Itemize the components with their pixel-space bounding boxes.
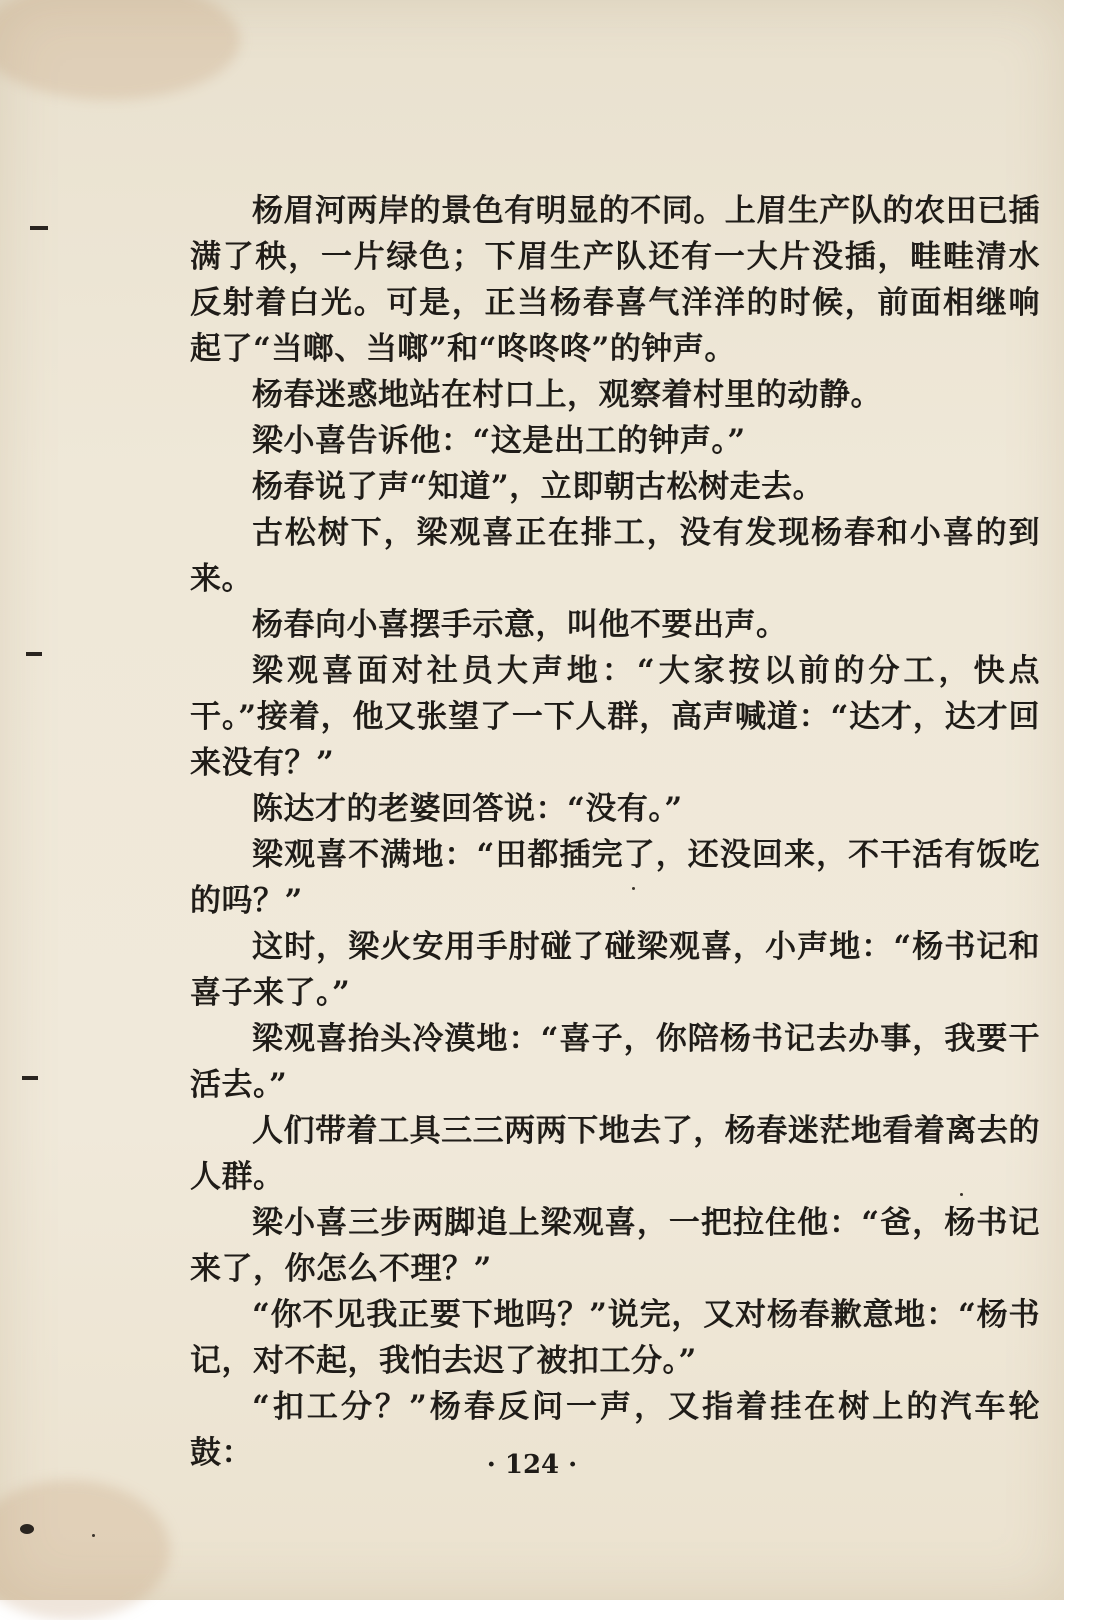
paragraph: 梁小喜三步两脚追上梁观喜，一把拉住他：“爸，杨书记来了，你怎么不理？” — [190, 1205, 1040, 1287]
paragraph: 杨春迷惑地站在村口上，观察着村里的动静。 — [252, 377, 882, 413]
paragraph: 梁观喜面对社员大声地：“大家按以前的分工，快点干。”接着，他又张望了一下人群，高声喊道：“达才，达才回来没有？” — [190, 653, 1040, 781]
paper-stain — [0, 1480, 170, 1620]
body-text — [190, 188, 1040, 1476]
binding-mark — [20, 1524, 34, 1534]
paragraph: 这时，梁火安用手肘碰了碰梁观喜，小声地：“杨书记和喜子来了。” — [190, 929, 1040, 1011]
paper-speck — [92, 1534, 95, 1537]
paragraph: 人们带着工具三三两两下地去了，杨春迷茫地看着离去的人群。 — [190, 1113, 1040, 1195]
paragraph: “你不见我正要下地吗？”说完，又对杨春歉意地：“杨书记，对不起，我怕去迟了被扣工分。” — [190, 1297, 1040, 1379]
paragraph: 杨春向小喜摆手示意，叫他不要出声。 — [252, 607, 788, 643]
paragraph: “扣工分？”杨春反问一声，又指着挂在树上的汽车轮鼓： — [190, 1389, 1040, 1471]
binding-mark — [30, 226, 48, 230]
paragraph: 杨眉河两岸的景色有明显的不同。上眉生产队的农田已插满了秧，一片绿色；下眉生产队还有一大片没插，畦畦清水反射着白光。可是，正当杨春喜气洋洋的时候，前面相继响起了“当啷、当啷”和“咚咚咚”的钟声。 — [190, 193, 1040, 367]
binding-mark — [26, 652, 42, 656]
paragraph: 梁小喜告诉他：“这是出工的钟声。” — [252, 423, 746, 459]
paragraph: 梁观喜不满地：“田都插完了，还没回来，不干活有饭吃的吗？” — [190, 837, 1040, 919]
page-number: · 124 · — [486, 1450, 578, 1480]
paragraph: 梁观喜抬头冷漠地：“喜子，你陪杨书记去办事，我要干活去。” — [190, 1021, 1040, 1103]
paper-stain — [0, 0, 240, 100]
binding-mark — [22, 1076, 38, 1080]
paragraph: 杨春说了声“知道”，立即朝古松树走去。 — [252, 469, 825, 505]
paragraph: 陈达才的老婆回答说：“没有。” — [252, 791, 683, 827]
paragraph: 古松树下，梁观喜正在排工，没有发现杨春和小喜的到来。 — [190, 515, 1040, 597]
